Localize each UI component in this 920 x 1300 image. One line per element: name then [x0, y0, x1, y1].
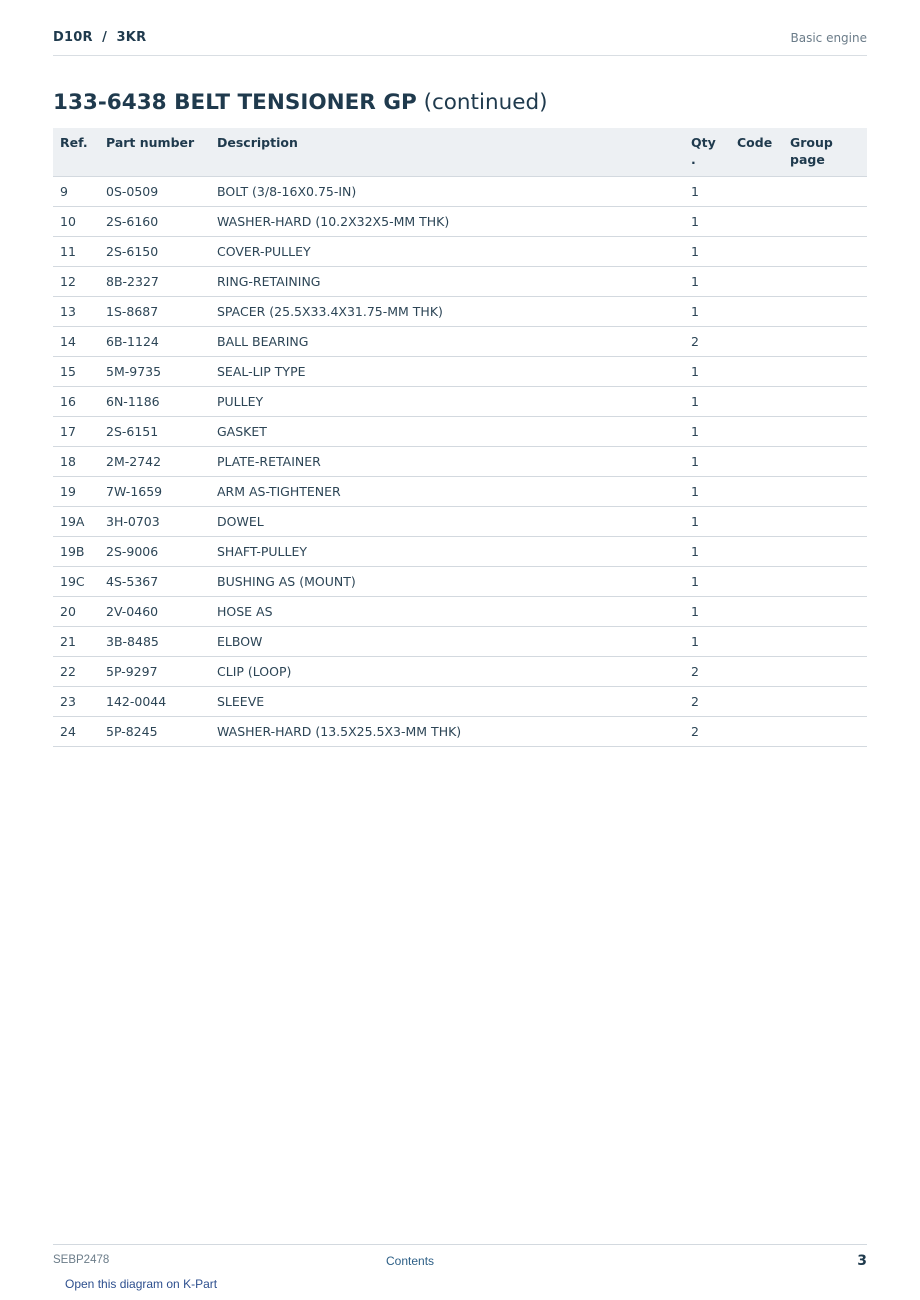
table-row — [53, 177, 867, 207]
cell-group-page — [790, 387, 867, 417]
cell-group-page — [790, 657, 867, 687]
cell-description: BOLT (3/8-16X0.75-IN) — [217, 177, 691, 207]
cell-group-page — [790, 627, 867, 657]
table-row — [53, 447, 867, 477]
column-header-description: Description — [217, 128, 691, 177]
table-row — [53, 237, 867, 267]
cell-ref: 15 — [53, 357, 106, 387]
cell-ref: 23 — [53, 687, 106, 717]
model-label: D10R / 3KR — [53, 30, 147, 45]
cell-ref: 18 — [53, 447, 106, 477]
cell-description: RING-RETAINING — [217, 267, 691, 297]
cell-qty: 1 — [691, 477, 737, 507]
cell-code — [737, 477, 790, 507]
cell-description: BALL BEARING — [217, 327, 691, 357]
column-header-group-page: Group page — [790, 128, 867, 177]
table-row — [53, 507, 867, 537]
cell-description: SHAFT-PULLEY — [217, 537, 691, 567]
cell-part-number: 4S-5367 — [106, 567, 217, 597]
cell-group-page — [790, 357, 867, 387]
table-row — [53, 357, 867, 387]
page-header — [53, 28, 867, 56]
page-title — [53, 90, 547, 115]
open-diagram-kpart-link[interactable]: Open this diagram on K-Part — [65, 1277, 218, 1291]
cell-part-number: 5P-9297 — [106, 657, 217, 687]
cell-ref: 19C — [53, 567, 106, 597]
table-row — [53, 537, 867, 567]
column-header-code: Code — [737, 128, 790, 177]
cell-code — [737, 297, 790, 327]
cell-qty: 2 — [691, 717, 737, 747]
document-id: SEBP2478 — [53, 1254, 110, 1266]
cell-code — [737, 417, 790, 447]
table-row — [53, 417, 867, 447]
parts-table — [53, 128, 867, 747]
cell-code — [737, 237, 790, 267]
page-footer — [53, 1244, 867, 1275]
cell-code — [737, 567, 790, 597]
cell-ref: 12 — [53, 267, 106, 297]
table-row — [53, 207, 867, 237]
cell-ref: 9 — [53, 177, 106, 207]
section-label: Basic engine — [790, 31, 867, 45]
cell-ref: 22 — [53, 657, 106, 687]
cell-qty: 1 — [691, 447, 737, 477]
cell-qty: 1 — [691, 177, 737, 207]
cell-ref: 19B — [53, 537, 106, 567]
cell-group-page — [790, 477, 867, 507]
cell-group-page — [790, 447, 867, 477]
cell-group-page — [790, 687, 867, 717]
cell-group-page — [790, 507, 867, 537]
cell-code — [737, 627, 790, 657]
cell-group-page — [790, 297, 867, 327]
cell-qty: 1 — [691, 357, 737, 387]
cell-ref: 13 — [53, 297, 106, 327]
cell-group-page — [790, 237, 867, 267]
cell-description: WASHER-HARD (13.5X25.5X3-MM THK) — [217, 717, 691, 747]
cell-qty: 2 — [691, 327, 737, 357]
table-row — [53, 297, 867, 327]
column-header-ref: Ref. — [53, 128, 106, 177]
title-assembly: 133-6438 BELT TENSIONER GP — [53, 90, 417, 115]
cell-group-page — [790, 597, 867, 627]
cell-description: ELBOW — [217, 627, 691, 657]
column-header-qty: Qty . — [691, 128, 737, 177]
cell-ref: 19A — [53, 507, 106, 537]
cell-part-number: 6B-1124 — [106, 327, 217, 357]
cell-description: DOWEL — [217, 507, 691, 537]
cell-part-number: 2M-2742 — [106, 447, 217, 477]
cell-qty: 2 — [691, 657, 737, 687]
column-header-part-number: Part number — [106, 128, 217, 177]
cell-ref: 16 — [53, 387, 106, 417]
cell-part-number: 2S-6150 — [106, 237, 217, 267]
title-continued: (continued) — [416, 90, 548, 115]
cell-group-page — [790, 207, 867, 237]
cell-part-number: 1S-8687 — [106, 297, 217, 327]
cell-part-number: 2S-6151 — [106, 417, 217, 447]
cell-ref: 21 — [53, 627, 106, 657]
table-row — [53, 657, 867, 687]
cell-part-number: 2S-6160 — [106, 207, 217, 237]
cell-ref: 17 — [53, 417, 106, 447]
cell-code — [737, 447, 790, 477]
cell-qty: 1 — [691, 627, 737, 657]
cell-qty: 1 — [691, 597, 737, 627]
cell-part-number: 0S-0509 — [106, 177, 217, 207]
cell-ref: 19 — [53, 477, 106, 507]
cell-part-number: 6N-1186 — [106, 387, 217, 417]
table-header-row — [53, 128, 867, 177]
page-number: 3 — [857, 1253, 867, 1269]
table-row — [53, 477, 867, 507]
cell-qty: 1 — [691, 567, 737, 597]
cell-qty: 2 — [691, 687, 737, 717]
cell-ref: 10 — [53, 207, 106, 237]
cell-description: CLIP (LOOP) — [217, 657, 691, 687]
cell-code — [737, 657, 790, 687]
cell-code — [737, 537, 790, 567]
table-row — [53, 687, 867, 717]
cell-group-page — [790, 717, 867, 747]
cell-description: PLATE-RETAINER — [217, 447, 691, 477]
table-row — [53, 627, 867, 657]
cell-qty: 1 — [691, 417, 737, 447]
table-row — [53, 717, 867, 747]
cell-part-number: 5M-9735 — [106, 357, 217, 387]
cell-part-number: 3B-8485 — [106, 627, 217, 657]
cell-group-page — [790, 327, 867, 357]
cell-code — [737, 267, 790, 297]
cell-description: WASHER-HARD (10.2X32X5-MM THK) — [217, 207, 691, 237]
cell-qty: 1 — [691, 537, 737, 567]
cell-ref: 11 — [53, 237, 106, 267]
cell-code — [737, 717, 790, 747]
cell-part-number: 8B-2327 — [106, 267, 217, 297]
cell-part-number: 2S-9006 — [106, 537, 217, 567]
cell-part-number: 5P-8245 — [106, 717, 217, 747]
cell-code — [737, 507, 790, 537]
cell-code — [737, 177, 790, 207]
cell-description: PULLEY — [217, 387, 691, 417]
cell-code — [737, 327, 790, 357]
cell-code — [737, 387, 790, 417]
cell-ref: 20 — [53, 597, 106, 627]
cell-qty: 1 — [691, 237, 737, 267]
cell-code — [737, 687, 790, 717]
table-row — [53, 327, 867, 357]
cell-description: BUSHING AS (MOUNT) — [217, 567, 691, 597]
table-row — [53, 387, 867, 417]
table-row — [53, 597, 867, 627]
contents-link[interactable]: Contents — [386, 1254, 435, 1268]
cell-qty: 1 — [691, 507, 737, 537]
cell-part-number: 2V-0460 — [106, 597, 217, 627]
cell-group-page — [790, 417, 867, 447]
cell-description: SEAL-LIP TYPE — [217, 357, 691, 387]
cell-group-page — [790, 567, 867, 597]
cell-description: HOSE AS — [217, 597, 691, 627]
cell-ref: 14 — [53, 327, 106, 357]
table-body — [53, 177, 867, 747]
cell-code — [737, 357, 790, 387]
cell-qty: 1 — [691, 387, 737, 417]
table-row — [53, 567, 867, 597]
cell-code — [737, 597, 790, 627]
cell-qty: 1 — [691, 207, 737, 237]
table-row — [53, 267, 867, 297]
cell-code — [737, 207, 790, 237]
cell-description: ARM AS-TIGHTENER — [217, 477, 691, 507]
cell-group-page — [790, 177, 867, 207]
cell-qty: 1 — [691, 297, 737, 327]
cell-part-number: 3H-0703 — [106, 507, 217, 537]
cell-description: COVER-PULLEY — [217, 237, 691, 267]
cell-description: GASKET — [217, 417, 691, 447]
cell-description: SPACER (25.5X33.4X31.75-MM THK) — [217, 297, 691, 327]
cell-part-number: 142-0044 — [106, 687, 217, 717]
cell-description: SLEEVE — [217, 687, 691, 717]
cell-group-page — [790, 537, 867, 567]
cell-qty: 1 — [691, 267, 737, 297]
cell-group-page — [790, 267, 867, 297]
cell-part-number: 7W-1659 — [106, 477, 217, 507]
cell-ref: 24 — [53, 717, 106, 747]
